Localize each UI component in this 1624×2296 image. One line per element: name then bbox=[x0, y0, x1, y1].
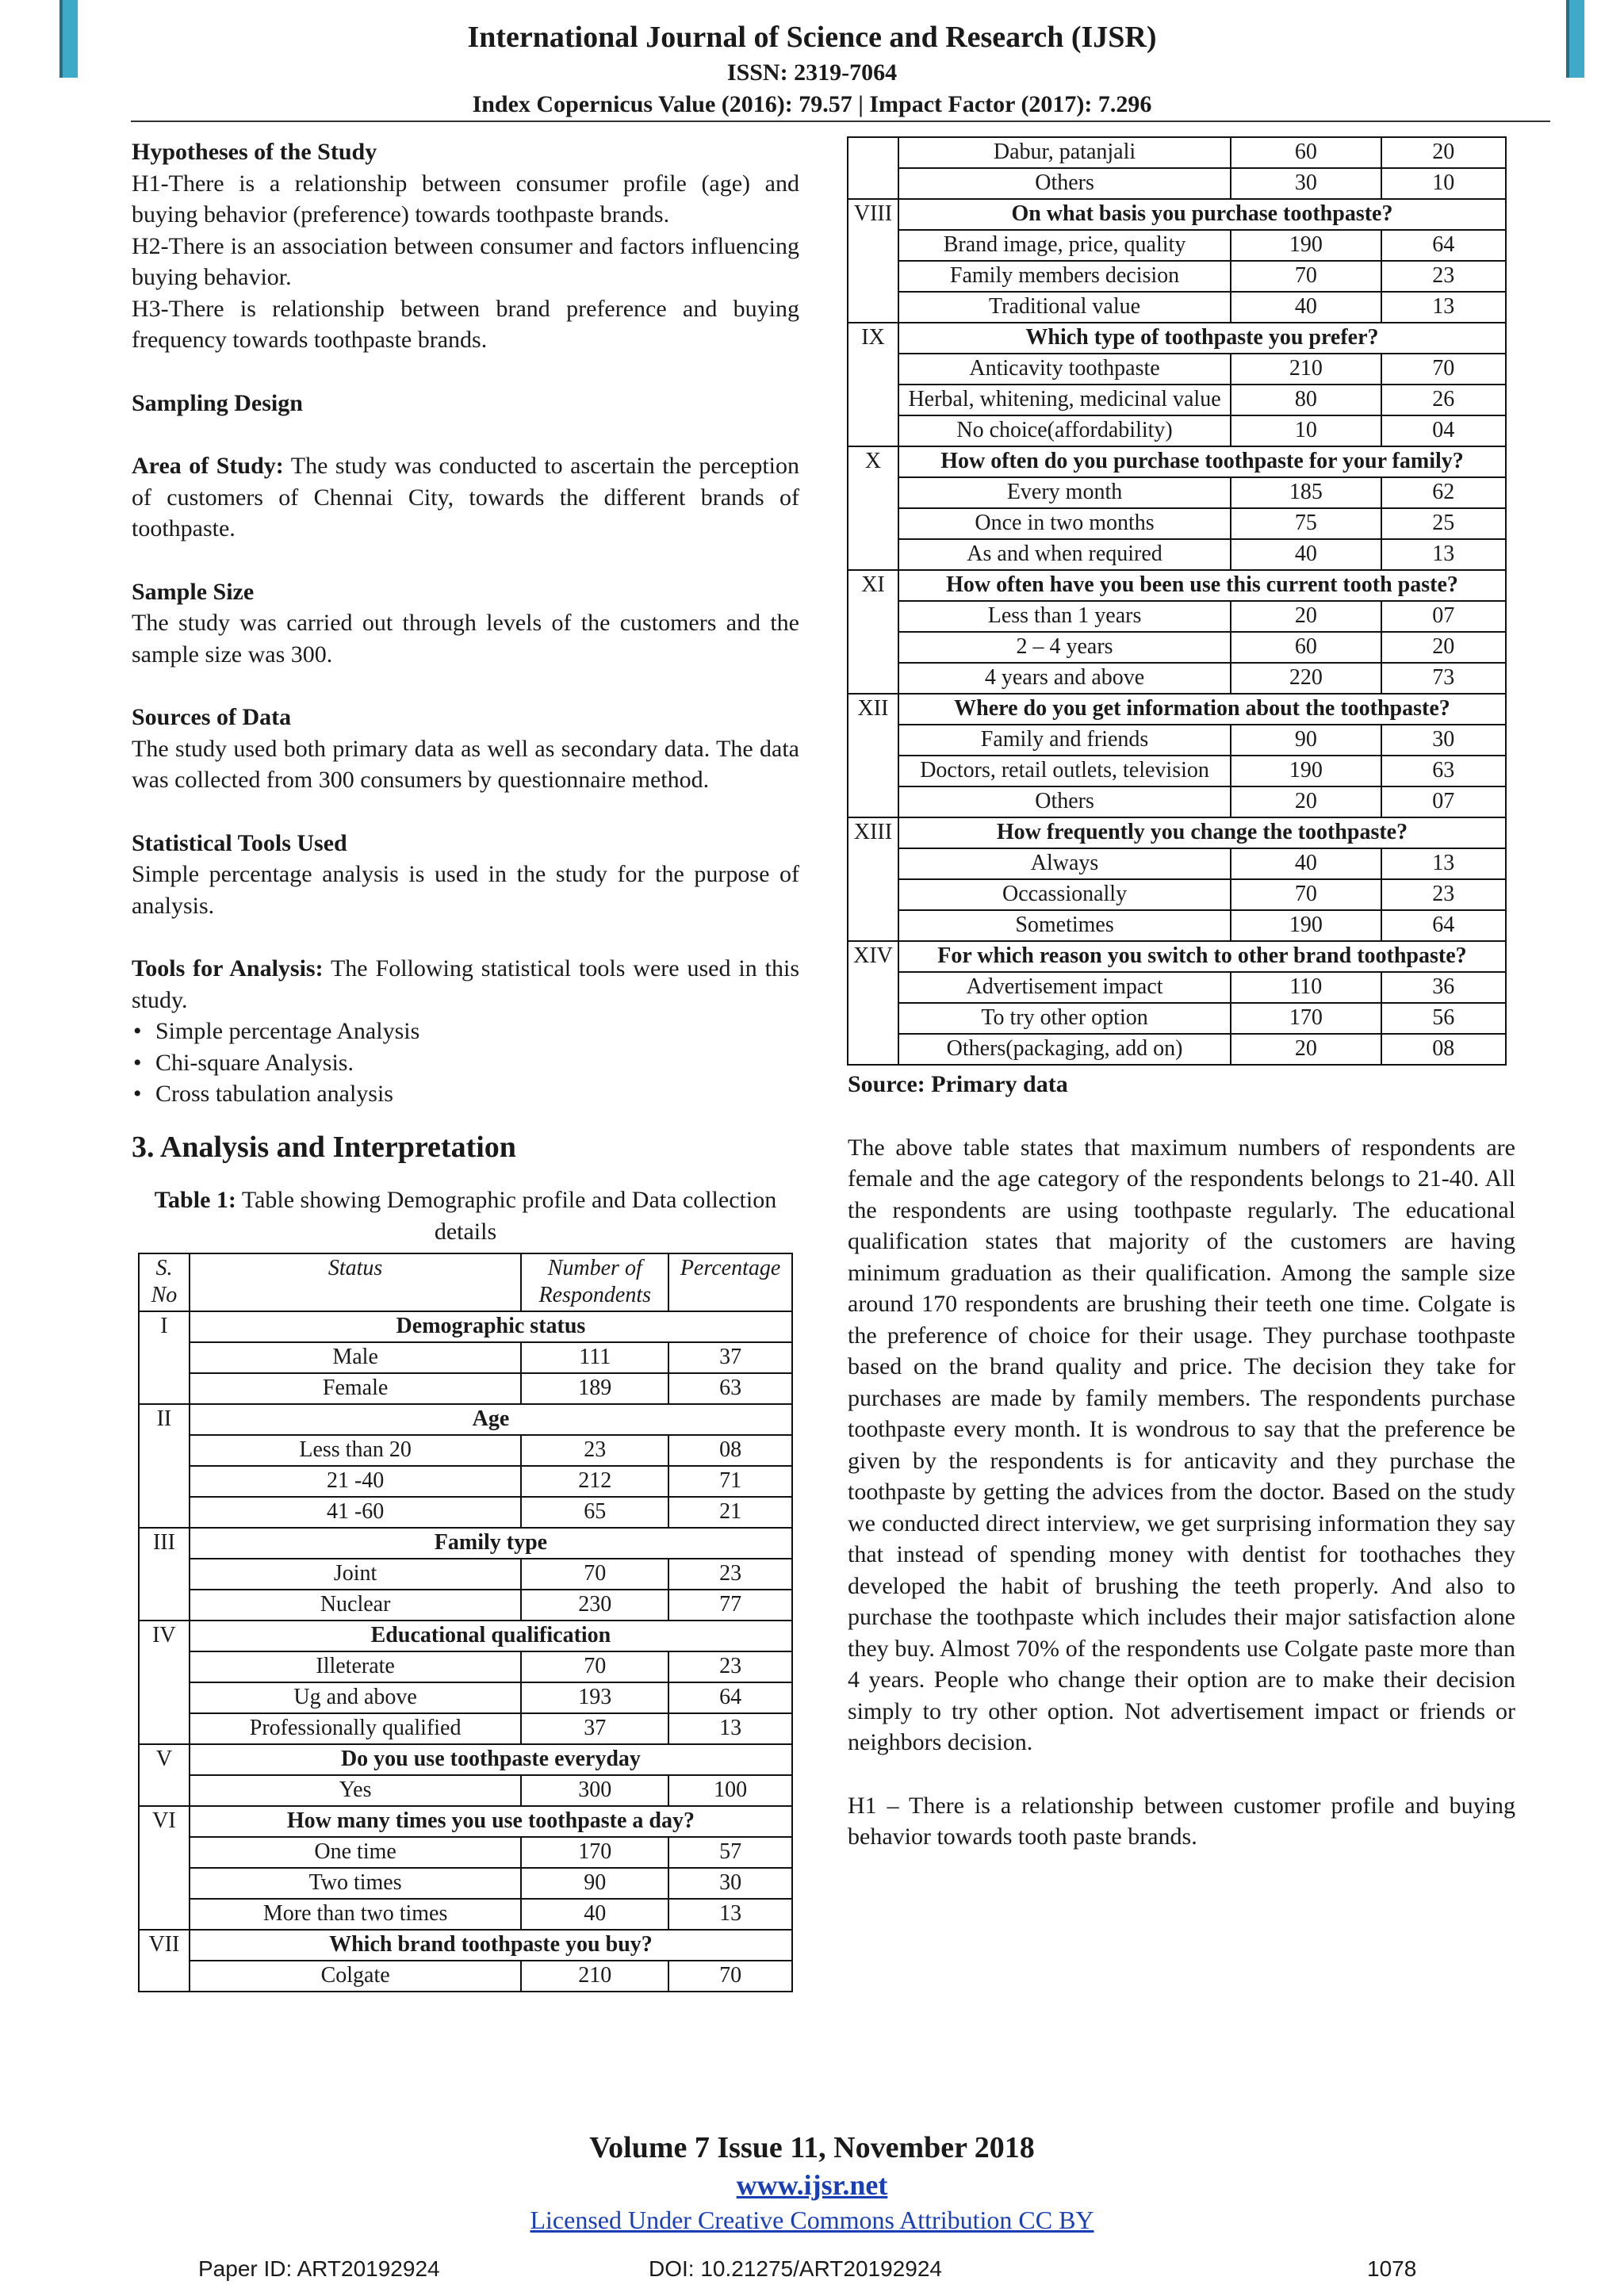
hypothesis-3: H3-There is relationship between brand preference and buying frequency towards toothpaste brands. bbox=[132, 295, 799, 353]
respondents-count: 111 bbox=[521, 1342, 668, 1373]
table-row bbox=[139, 1342, 792, 1373]
percentage-value: 70 bbox=[668, 1961, 792, 1992]
page-header bbox=[0, 17, 1624, 121]
percentage-value: 23 bbox=[668, 1559, 792, 1590]
question-row bbox=[139, 1528, 792, 1559]
row-spacer bbox=[139, 1899, 190, 1930]
table-caption-label: Table 1: bbox=[154, 1186, 236, 1213]
option-label: Two times bbox=[190, 1868, 521, 1899]
option-label: Joint bbox=[190, 1559, 521, 1590]
table-row bbox=[848, 261, 1506, 292]
sample-size-heading: Sample Size bbox=[132, 578, 255, 605]
section-number: II bbox=[139, 1404, 190, 1435]
respondents-count: 220 bbox=[1231, 663, 1381, 694]
row-spacer bbox=[848, 756, 898, 786]
question-row bbox=[139, 1311, 792, 1342]
percentage-value: 77 bbox=[668, 1590, 792, 1621]
percentage-value: 13 bbox=[1381, 539, 1506, 570]
section-number: XIV bbox=[848, 941, 898, 972]
header-status: Status bbox=[190, 1253, 521, 1311]
percentage-value: 23 bbox=[1381, 879, 1506, 910]
volume-issue: Volume 7 Issue 11, November 2018 bbox=[589, 2131, 1035, 2164]
respondents-count: 190 bbox=[1231, 756, 1381, 786]
table-row bbox=[848, 756, 1506, 786]
question-heading: Which brand toothpaste you buy? bbox=[190, 1930, 792, 1961]
respondents-count: 20 bbox=[1231, 786, 1381, 817]
option-label: Anticavity toothpaste bbox=[898, 354, 1231, 385]
section-number: VIII bbox=[848, 199, 898, 230]
question-row bbox=[139, 1930, 792, 1961]
question-heading: How frequently you change the toothpaste? bbox=[898, 817, 1506, 848]
row-spacer bbox=[848, 292, 898, 323]
row-spacer bbox=[848, 168, 898, 199]
table-row bbox=[139, 1899, 792, 1930]
sample-size-text: The study was carried out through levels of the customers and the sample size was 300. bbox=[132, 610, 799, 668]
option-label: Ug and above bbox=[190, 1682, 521, 1713]
table-row bbox=[848, 1034, 1506, 1065]
question-heading: Do you use toothpaste everyday bbox=[190, 1744, 792, 1775]
row-spacer bbox=[139, 1837, 190, 1868]
row-spacer bbox=[848, 385, 898, 415]
journal-title: International Journal of Science and Research (IJSR) bbox=[467, 21, 1157, 54]
option-label: 2 – 4 years bbox=[898, 632, 1231, 663]
question-heading: Where do you get information about the toothpaste? bbox=[898, 694, 1506, 725]
row-spacer bbox=[848, 477, 898, 508]
option-label: Others bbox=[898, 786, 1231, 817]
option-label: 21 -40 bbox=[190, 1466, 521, 1497]
option-label: No choice(affordability) bbox=[898, 415, 1231, 446]
respondents-count: 90 bbox=[1231, 725, 1381, 756]
row-spacer bbox=[139, 1682, 190, 1713]
section-number: XI bbox=[848, 570, 898, 601]
section-number: I bbox=[139, 1311, 190, 1342]
option-label: Family and friends bbox=[898, 725, 1231, 756]
row-spacer bbox=[848, 632, 898, 663]
section-number: V bbox=[139, 1744, 190, 1775]
row-spacer bbox=[139, 1590, 190, 1621]
percentage-value: 08 bbox=[1381, 1034, 1506, 1065]
table-row bbox=[848, 354, 1506, 385]
table-caption-text: Table showing Demographic profile and Data collection details bbox=[236, 1186, 777, 1245]
page-footer bbox=[0, 2129, 1624, 2237]
section-number: XII bbox=[848, 694, 898, 725]
row-spacer bbox=[848, 261, 898, 292]
question-row bbox=[848, 323, 1506, 354]
row-spacer bbox=[139, 1868, 190, 1899]
list-item: • Simple percentage Analysis bbox=[132, 1016, 799, 1047]
percentage-value: 63 bbox=[1381, 756, 1506, 786]
row-spacer bbox=[139, 1373, 190, 1404]
percentage-value: 04 bbox=[1381, 415, 1506, 446]
row-spacer bbox=[139, 1466, 190, 1497]
respondents-count: 20 bbox=[1231, 601, 1381, 632]
option-label: Herbal, whitening, medicinal value bbox=[898, 385, 1231, 415]
question-heading: Family type bbox=[190, 1528, 792, 1559]
table-row bbox=[848, 385, 1506, 415]
row-spacer bbox=[848, 663, 898, 694]
option-label: 4 years and above bbox=[898, 663, 1231, 694]
table-row bbox=[139, 1497, 792, 1528]
row-spacer bbox=[139, 1497, 190, 1528]
question-row bbox=[139, 1806, 792, 1837]
respondents-count: 212 bbox=[521, 1466, 668, 1497]
page-number: 1078 bbox=[1367, 2256, 1417, 2281]
row-spacer bbox=[848, 230, 898, 261]
percentage-value: 30 bbox=[668, 1868, 792, 1899]
row-spacer bbox=[848, 1003, 898, 1034]
respondents-count: 40 bbox=[1231, 292, 1381, 323]
percentage-value: 23 bbox=[668, 1651, 792, 1682]
percentage-value: 13 bbox=[1381, 292, 1506, 323]
section-number: IV bbox=[139, 1621, 190, 1651]
percentage-value: 25 bbox=[1381, 508, 1506, 539]
respondents-count: 190 bbox=[1231, 910, 1381, 941]
respondents-count: 37 bbox=[521, 1713, 668, 1744]
option-label: Female bbox=[190, 1373, 521, 1404]
table-row bbox=[848, 292, 1506, 323]
respondents-count: 170 bbox=[521, 1837, 668, 1868]
statistical-tools-text: Simple percentage analysis is used in the study for the purpose of analysis. bbox=[132, 861, 799, 919]
option-label: Every month bbox=[898, 477, 1231, 508]
row-spacer bbox=[848, 972, 898, 1003]
row-spacer bbox=[848, 415, 898, 446]
respondents-count: 90 bbox=[521, 1868, 668, 1899]
question-row bbox=[848, 446, 1506, 477]
question-heading: How often have you been use this current tooth paste? bbox=[898, 570, 1506, 601]
table-row bbox=[139, 1559, 792, 1590]
hypothesis-1-result: H1 – There is a relationship between customer profile and buying behavior towards tooth paste brands. bbox=[848, 1792, 1515, 1850]
option-label: Male bbox=[190, 1342, 521, 1373]
row-spacer bbox=[848, 848, 898, 879]
respondents-count: 70 bbox=[1231, 879, 1381, 910]
journal-site-link[interactable]: www.ijsr.net bbox=[736, 2169, 888, 2201]
option-label: Less than 20 bbox=[190, 1435, 521, 1466]
option-label: Less than 1 years bbox=[898, 601, 1231, 632]
area-text: The study was conducted to ascertain the perception of customers of Chennai City, towards the different brands of toothpaste. bbox=[132, 453, 800, 541]
question-row bbox=[139, 1744, 792, 1775]
question-row bbox=[848, 570, 1506, 601]
option-label: As and when required bbox=[898, 539, 1231, 570]
tools-text: The Following statistical tools were used in this study. bbox=[132, 955, 800, 1013]
percentage-value: 37 bbox=[668, 1342, 792, 1373]
option-label: More than two times bbox=[190, 1899, 521, 1930]
area-of-study bbox=[132, 450, 799, 545]
section-number: VII bbox=[139, 1930, 190, 1961]
percentage-value: 21 bbox=[668, 1497, 792, 1528]
index-impact: Index Copernicus Value (2016): 79.57 | Impact Factor (2017): 7.296 bbox=[472, 91, 1152, 117]
option-label: Illeterate bbox=[190, 1651, 521, 1682]
row-spacer bbox=[848, 539, 898, 570]
hypothesis-1: H1-There is a relationship between consumer profile (age) and buying behavior (preference) towards toothpaste brands. bbox=[132, 170, 799, 228]
table-row bbox=[139, 1651, 792, 1682]
table-row bbox=[848, 539, 1506, 570]
option-label: Yes bbox=[190, 1775, 521, 1806]
percentage-value: 13 bbox=[668, 1899, 792, 1930]
header-percentage: Percentage bbox=[668, 1253, 792, 1311]
table-row bbox=[139, 1961, 792, 1992]
table-row bbox=[139, 1590, 792, 1621]
sources-text: The study used both primary data as well as secondary data. The data was collected from 300 consumers by questionnaire method. bbox=[132, 735, 799, 793]
percentage-value: 13 bbox=[1381, 848, 1506, 879]
respondents-count: 80 bbox=[1231, 385, 1381, 415]
header-sno: S. No bbox=[139, 1253, 190, 1311]
table-source: Source: Primary data bbox=[848, 1071, 1068, 1097]
respondents-count: 10 bbox=[1231, 415, 1381, 446]
interpretation-paragraph: The above table states that maximum numbers of respondents are female and the age category of the respondents belongs to 21-40. All the respondents are using toothpaste regularly. The educational qualification states that majority of the customers are having minimum graduation as their qualification. Among the sample size around 170 respondents are brushing their teeth one time. Colgate is the preference of choice for their usage. They purchase toothpaste based on the brand quality and price. The decision they take for purchases are made by family members. The respondents purchase toothpaste every month. It is wondrous to say that the preference be given by the respondents is for anticavity and they purchase the toothpaste by getting the advices from the doctor. Based on the study we conducted direct interview, we get surprising information they say that instead of spending money with dentist for toothaches they developed the habit of brushing the teeth properly. And also to purchase the toothpaste which includes their major satisfaction alone they buy. Almost 70% of the respondents use Colgate paste more than 4 years. People who change their option are to make their decision simply to try other option. Not advertisement impact or friends or neighbors decision. bbox=[848, 1134, 1515, 1755]
question-heading: On what basis you purchase toothpaste? bbox=[898, 199, 1506, 230]
respondents-count: 210 bbox=[521, 1961, 668, 1992]
respondents-count: 70 bbox=[521, 1559, 668, 1590]
hypothesis-2: H2-There is an association between consumer and factors influencing buying behavior. bbox=[132, 232, 799, 290]
table-row bbox=[848, 1003, 1506, 1034]
option-label: Sometimes bbox=[898, 910, 1231, 941]
percentage-value: 64 bbox=[1381, 230, 1506, 261]
option-label: Doctors, retail outlets, television bbox=[898, 756, 1231, 786]
option-label: Family members decision bbox=[898, 261, 1231, 292]
option-label: Occassionally bbox=[898, 879, 1231, 910]
percentage-value: 64 bbox=[668, 1682, 792, 1713]
option-label: One time bbox=[190, 1837, 521, 1868]
table-row bbox=[139, 1868, 792, 1899]
option-label: Dabur, patanjali bbox=[898, 137, 1231, 168]
percentage-value: 30 bbox=[1381, 725, 1506, 756]
right-column bbox=[848, 1069, 1515, 1853]
respondents-count: 189 bbox=[521, 1373, 668, 1404]
respondents-count: 60 bbox=[1231, 632, 1381, 663]
row-spacer bbox=[139, 1559, 190, 1590]
header-divider bbox=[131, 121, 1550, 122]
percentage-value: 08 bbox=[668, 1435, 792, 1466]
question-heading: For which reason you switch to other brand toothpaste? bbox=[898, 941, 1506, 972]
respondents-count: 75 bbox=[1231, 508, 1381, 539]
table-row bbox=[848, 415, 1506, 446]
respondents-count: 70 bbox=[521, 1651, 668, 1682]
question-heading: Which type of toothpaste you prefer? bbox=[898, 323, 1506, 354]
row-spacer bbox=[848, 1034, 898, 1065]
question-heading: Demographic status bbox=[190, 1311, 792, 1342]
percentage-value: 23 bbox=[1381, 261, 1506, 292]
respondents-count: 23 bbox=[521, 1435, 668, 1466]
issn: ISSN: 2319-7064 bbox=[726, 59, 898, 86]
respondents-count: 193 bbox=[521, 1682, 668, 1713]
list-item: • Cross tabulation analysis bbox=[132, 1078, 799, 1110]
respondents-count: 65 bbox=[521, 1497, 668, 1528]
row-spacer bbox=[848, 725, 898, 756]
question-row bbox=[848, 199, 1506, 230]
row-spacer bbox=[848, 786, 898, 817]
respondents-count: 185 bbox=[1231, 477, 1381, 508]
table-row bbox=[848, 508, 1506, 539]
list-item: • Chi-square Analysis. bbox=[132, 1047, 799, 1079]
table-row bbox=[848, 168, 1506, 199]
left-column bbox=[132, 136, 799, 1992]
table-caption bbox=[132, 1184, 799, 1248]
table-row bbox=[139, 1837, 792, 1868]
percentage-value: 57 bbox=[668, 1837, 792, 1868]
doi: DOI: 10.21275/ART20192924 bbox=[649, 2256, 942, 2281]
question-heading: Educational qualification bbox=[190, 1621, 792, 1651]
percentage-value: 73 bbox=[1381, 663, 1506, 694]
license-link[interactable]: Licensed Under Creative Commons Attribution CC BY bbox=[530, 2206, 1094, 2234]
table-row bbox=[848, 477, 1506, 508]
table-row bbox=[139, 1775, 792, 1806]
respondents-count: 40 bbox=[1231, 848, 1381, 879]
percentage-value: 26 bbox=[1381, 385, 1506, 415]
option-label: Advertisement impact bbox=[898, 972, 1231, 1003]
row-spacer bbox=[848, 508, 898, 539]
section-number: IX bbox=[848, 323, 898, 354]
sampling-design-heading: Sampling Design bbox=[132, 389, 303, 416]
question-row bbox=[139, 1404, 792, 1435]
row-spacer bbox=[139, 1713, 190, 1744]
row-spacer bbox=[848, 137, 898, 168]
percentage-value: 56 bbox=[1381, 1003, 1506, 1034]
table-row bbox=[848, 725, 1506, 756]
table-row bbox=[848, 786, 1506, 817]
header-number: Number of Respondents bbox=[521, 1253, 668, 1311]
option-label: Once in two months bbox=[898, 508, 1231, 539]
section-title: 3. Analysis and Interpretation bbox=[132, 1130, 516, 1164]
area-label: Area of Study: bbox=[132, 453, 284, 479]
demographic-table bbox=[138, 1253, 793, 1992]
paper-id: Paper ID: ART20192924 bbox=[198, 2256, 440, 2281]
option-label: Professionally qualified bbox=[190, 1713, 521, 1744]
percentage-value: 36 bbox=[1381, 972, 1506, 1003]
question-heading: How often do you purchase toothpaste for your family? bbox=[898, 446, 1506, 477]
percentage-value: 63 bbox=[668, 1373, 792, 1404]
table-row bbox=[848, 972, 1506, 1003]
percentage-value: 07 bbox=[1381, 786, 1506, 817]
respondents-count: 20 bbox=[1231, 1034, 1381, 1065]
option-label: 41 -60 bbox=[190, 1497, 521, 1528]
table-row bbox=[139, 1466, 792, 1497]
percentage-value: 100 bbox=[668, 1775, 792, 1806]
table-row bbox=[848, 879, 1506, 910]
respondents-count: 230 bbox=[521, 1590, 668, 1621]
table-row bbox=[848, 137, 1506, 168]
row-spacer bbox=[139, 1775, 190, 1806]
question-row bbox=[848, 941, 1506, 972]
percentage-value: 20 bbox=[1381, 632, 1506, 663]
table-row bbox=[139, 1435, 792, 1466]
section-number: VI bbox=[139, 1806, 190, 1837]
table-row bbox=[848, 663, 1506, 694]
row-spacer bbox=[848, 354, 898, 385]
option-label: Traditional value bbox=[898, 292, 1231, 323]
statistical-tools-heading: Statistical Tools Used bbox=[132, 829, 347, 856]
percentage-value: 20 bbox=[1381, 137, 1506, 168]
respondents-count: 190 bbox=[1231, 230, 1381, 261]
question-row bbox=[139, 1621, 792, 1651]
option-label: Always bbox=[898, 848, 1231, 879]
hypotheses-heading: Hypotheses of the Study bbox=[132, 139, 377, 165]
tools-label: Tools for Analysis: bbox=[132, 955, 324, 982]
option-label: Brand image, price, quality bbox=[898, 230, 1231, 261]
respondents-count: 110 bbox=[1231, 972, 1381, 1003]
table-row bbox=[139, 1373, 792, 1404]
question-row bbox=[848, 817, 1506, 848]
section-number: X bbox=[848, 446, 898, 477]
row-spacer bbox=[139, 1435, 190, 1466]
option-label: Others bbox=[898, 168, 1231, 199]
respondents-count: 40 bbox=[521, 1899, 668, 1930]
row-spacer bbox=[139, 1342, 190, 1373]
tools-list bbox=[132, 1016, 799, 1110]
row-spacer bbox=[139, 1651, 190, 1682]
question-heading: How many times you use toothpaste a day? bbox=[190, 1806, 792, 1837]
option-label: Nuclear bbox=[190, 1590, 521, 1621]
row-spacer bbox=[848, 879, 898, 910]
table-row bbox=[848, 601, 1506, 632]
table-row bbox=[848, 848, 1506, 879]
table-row bbox=[848, 230, 1506, 261]
table-row bbox=[848, 632, 1506, 663]
sources-heading: Sources of Data bbox=[132, 704, 292, 730]
option-label: To try other option bbox=[898, 1003, 1231, 1034]
question-row bbox=[848, 694, 1506, 725]
data-collection-table bbox=[847, 136, 1507, 1066]
percentage-value: 64 bbox=[1381, 910, 1506, 941]
percentage-value: 71 bbox=[668, 1466, 792, 1497]
respondents-count: 40 bbox=[1231, 539, 1381, 570]
question-heading: Age bbox=[190, 1404, 792, 1435]
row-spacer bbox=[848, 601, 898, 632]
section-number: XIII bbox=[848, 817, 898, 848]
tools-for-analysis bbox=[132, 953, 799, 1016]
table-row bbox=[848, 910, 1506, 941]
percentage-value: 62 bbox=[1381, 477, 1506, 508]
table-row bbox=[139, 1682, 792, 1713]
percentage-value: 70 bbox=[1381, 354, 1506, 385]
percentage-value: 13 bbox=[668, 1713, 792, 1744]
section-number: III bbox=[139, 1528, 190, 1559]
option-label: Others(packaging, add on) bbox=[898, 1034, 1231, 1065]
respondents-count: 70 bbox=[1231, 261, 1381, 292]
respondents-count: 60 bbox=[1231, 137, 1381, 168]
respondents-count: 30 bbox=[1231, 168, 1381, 199]
option-label: Colgate bbox=[190, 1961, 521, 1992]
percentage-value: 07 bbox=[1381, 601, 1506, 632]
percentage-value: 10 bbox=[1381, 168, 1506, 199]
respondents-count: 170 bbox=[1231, 1003, 1381, 1034]
row-spacer bbox=[848, 910, 898, 941]
row-spacer bbox=[139, 1961, 190, 1992]
respondents-count: 210 bbox=[1231, 354, 1381, 385]
table-row bbox=[139, 1713, 792, 1744]
respondents-count: 300 bbox=[521, 1775, 668, 1806]
